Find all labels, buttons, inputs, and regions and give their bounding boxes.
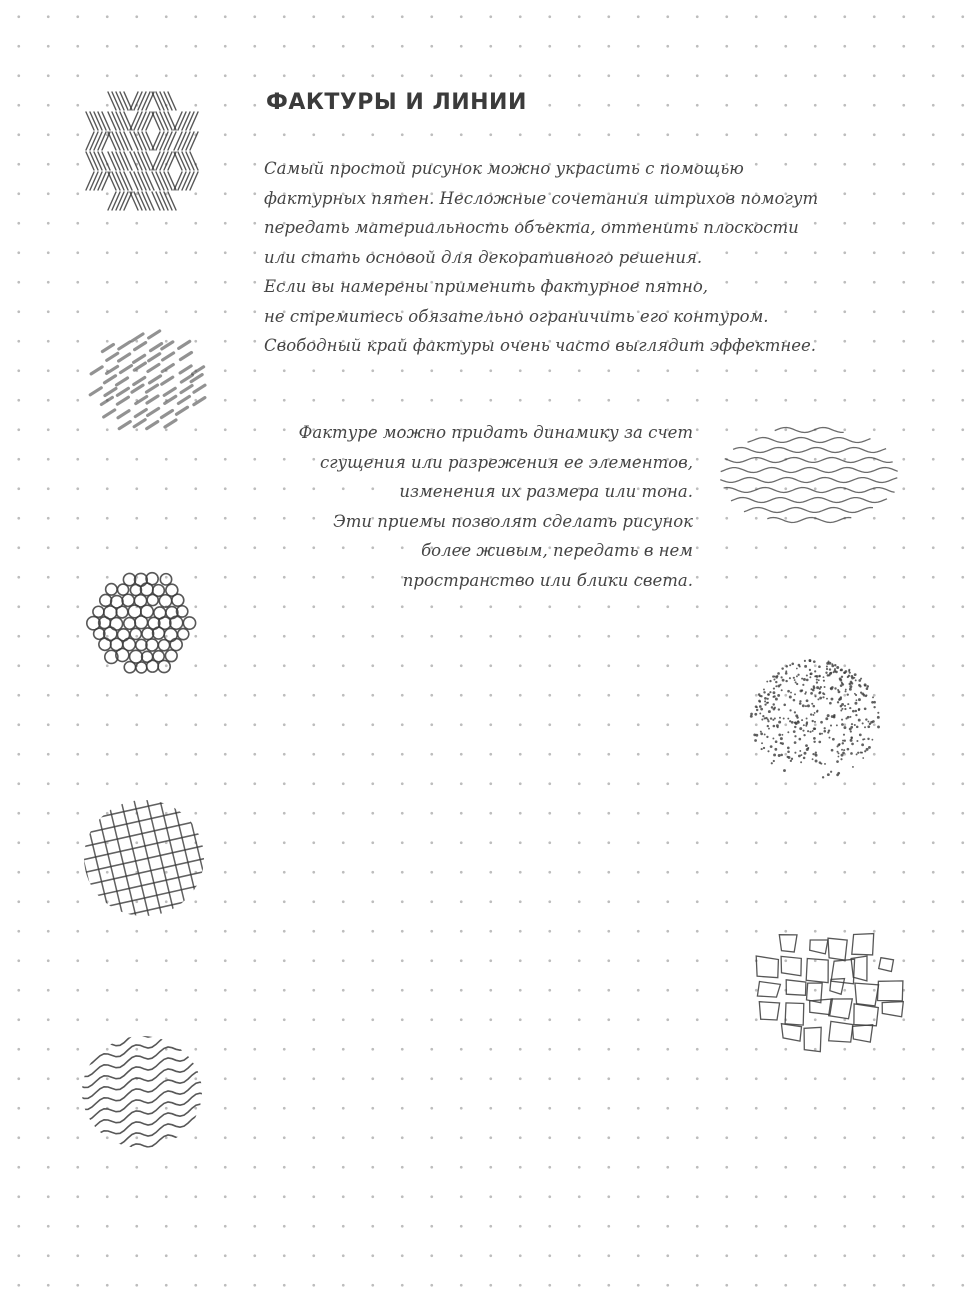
dynamics-line: более живым, передать в нем: [421, 541, 693, 560]
horizontal-waves-icon: [718, 424, 903, 529]
dynamics-line: изменения их размера или тона.: [399, 482, 693, 501]
intro-paragraph: [264, 154, 854, 361]
intro-line: Если вы намерены применить фактурное пятно,: [264, 277, 709, 296]
intro-line: передать материальность объекта, оттенить плоскости: [264, 218, 799, 237]
hatch-blocks-icon: [82, 86, 202, 211]
polygon-mosaic-icon: [748, 924, 898, 1059]
circles-texture-icon: [86, 570, 196, 675]
intro-line: Самый простой рисунок можно украсить с помощью: [264, 159, 744, 178]
dynamics-line: пространство или блики света.: [402, 570, 693, 590]
intro-line: или стать основой для декоративного решения.: [264, 247, 703, 267]
intro-line: Свободный край фактуры очень часто выглядит эффектнее.: [264, 336, 816, 355]
stipple-dots-icon: [748, 658, 883, 783]
intro-line: фактурных пятен. Несложные сочетания штрихов помогут: [264, 188, 819, 208]
dynamics-paragraph: [240, 418, 693, 595]
page-title: ФАКТУРЫ И ЛИНИИ: [266, 90, 527, 115]
dynamics-line: Эти приемы позволят сделать рисунок: [333, 511, 693, 531]
intro-line: не стремитесь обязательно ограничить его контуром.: [264, 306, 769, 326]
crosshatch-grid-icon: [82, 796, 207, 921]
dynamics-line: Фактуре можно придать динамику за счет: [298, 423, 693, 442]
wavy-lines-icon: [80, 1032, 205, 1152]
dynamics-line: сгущения или разрежения ее элементов,: [319, 452, 693, 472]
dash-strokes-icon: [82, 326, 202, 441]
